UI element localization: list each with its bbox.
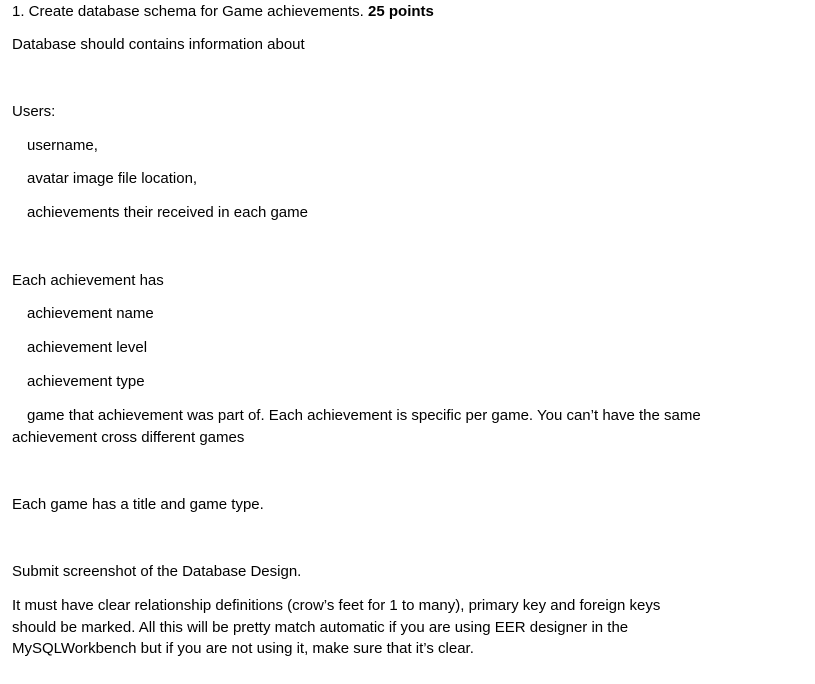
achievement-field-level: achievement level (27, 339, 148, 356)
submit-note: Submit screenshot of the Database Design. (12, 563, 302, 580)
achievement-field-name: achievement name (27, 305, 154, 322)
achievement-label: Each achievement has (12, 272, 164, 289)
achievement-game-note-text: game that achievement was part of. Each achievement is specific per game. You can’t have the same achievement cross different games (12, 407, 701, 446)
question-heading-text: 1. Create database schema for Game achievements. (12, 3, 369, 20)
intro-text: Database should contains information about (12, 36, 305, 53)
user-field-avatar: avatar image file location, (27, 170, 198, 187)
game-note: Each game has a title and game type. (12, 496, 264, 513)
users-label: Users: (12, 103, 56, 120)
achievement-game-note (12, 405, 712, 448)
user-field-username: username, (27, 137, 98, 154)
user-field-achievements: achievements their received in each game (27, 204, 308, 221)
question-heading (12, 1, 434, 22)
achievement-field-type: achievement type (27, 373, 145, 390)
requirements-paragraph: It must have clear relationship definitions (crow’s feet for 1 to many), primary key and foreign keys should be marked. All this will be pretty match automatic if you are using EER designer in the MySQLWorkbench but if you are not using it, make sure that it’s clear. (12, 597, 661, 657)
points-label: 25 points (368, 3, 434, 20)
